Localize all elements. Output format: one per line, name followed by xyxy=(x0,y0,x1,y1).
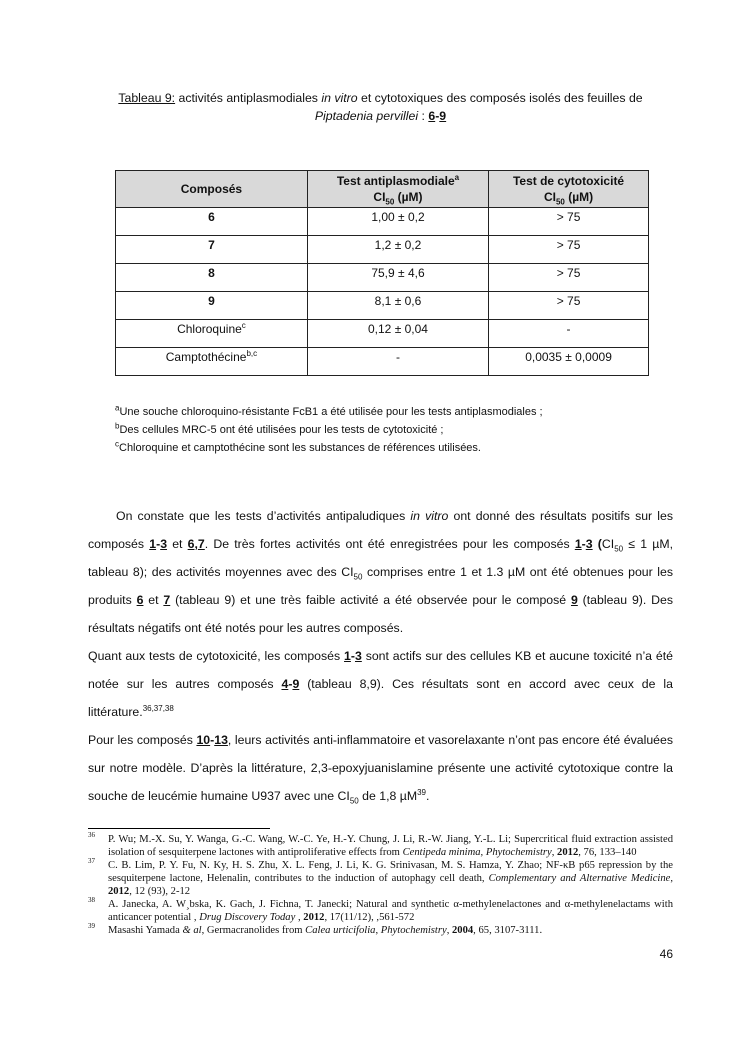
cell-compound xyxy=(116,208,308,236)
text-run: Calea urticifolia xyxy=(305,925,376,936)
text-run: On constate que les tests d’activités antipaludiques xyxy=(116,509,411,523)
paragraph xyxy=(88,726,673,810)
header-unit: (µM) xyxy=(394,190,423,204)
text-run: , xyxy=(670,873,673,884)
note-mark: c xyxy=(115,439,119,449)
cell-cytotoxicity: > 75 xyxy=(489,292,649,320)
text-run: CI xyxy=(601,537,615,551)
text-run: - xyxy=(581,537,586,551)
cell-antiplasmodial: 0,12 ± 0,04 xyxy=(307,320,488,348)
table-note xyxy=(115,421,543,439)
text-run: - xyxy=(288,677,293,691)
cell-compound xyxy=(116,264,308,292)
compound-ref: 1 xyxy=(574,537,582,551)
text-run: 2012 xyxy=(108,886,130,897)
table-caption xyxy=(88,89,673,125)
compound-ref: 3 xyxy=(354,649,362,663)
text-run: 50 xyxy=(614,544,624,554)
table-row xyxy=(116,292,649,320)
compound-ref: 4 xyxy=(281,677,289,691)
cell-antiplasmodial: 75,9 ± 4,6 xyxy=(307,264,488,292)
text-run: 50 xyxy=(353,572,363,582)
caption-text: et cytotoxiques des composés isolés des feuilles de xyxy=(357,91,643,105)
text-run: , xyxy=(295,912,304,923)
table-note xyxy=(115,439,543,457)
text-run: & al xyxy=(182,925,202,936)
header-antiplasmodial xyxy=(307,171,488,208)
header-sub: 50 xyxy=(385,197,395,207)
text-run: , 76, 133–140 xyxy=(578,847,637,858)
table-notes xyxy=(115,403,543,457)
compound-ref: 6 xyxy=(428,109,436,123)
text-run: de 1,8 µM xyxy=(358,789,418,803)
cell-antiplasmodial: 8,1 ± 0,6 xyxy=(307,292,488,320)
text-run: ≤ 1 µM, tableau 8); des activités moyennes avec des CI xyxy=(88,537,673,579)
compound-ref: 9 xyxy=(570,593,578,607)
text-run: , xyxy=(194,537,198,551)
table-note xyxy=(115,403,543,421)
compound-ref: 7 xyxy=(163,593,171,607)
text-run: . De très fortes activités ont été enregistrées pour les composés xyxy=(204,537,575,551)
header-label: Test antiplasmodiale xyxy=(336,174,455,188)
compound-name: Chloroquine xyxy=(177,322,242,336)
cell-cytotoxicity: > 75 xyxy=(489,208,649,236)
compound-ref: 6 xyxy=(136,593,144,607)
paragraph xyxy=(88,502,673,642)
caption-species: Piptadenia pervillei xyxy=(314,109,419,123)
reference-mark: 39 xyxy=(417,787,426,797)
compound-ref: 3 xyxy=(160,537,168,551)
text-run: ont donné des résultats positifs sur les composés xyxy=(88,509,674,551)
caption-label: Tableau 9: xyxy=(118,91,176,105)
text-run: , xyxy=(551,847,558,858)
text-run: - xyxy=(350,649,355,663)
cell-cytotoxicity: > 75 xyxy=(489,236,649,264)
compound-ref: 1 xyxy=(149,537,157,551)
footnote: $^{37}$ C. B. Lim, P. Y. Fu, N. Ky, H. S. Zhu, X. L. Feng, J. Li, K. G. Srinivasan, M. S. Hamza, Y. Zhao; NF-κB p65 repression by the sesquiterpene lactone, Helenalin, contributes to the induction of autophagy cell death, Complementary and Alternative Medicine, 2012, 12 (93), 2-12 xyxy=(88,857,673,897)
compound-ref: 10 xyxy=(196,733,211,747)
compound-ref: 9 xyxy=(292,677,300,691)
text-run: ( xyxy=(592,537,602,551)
header-label: Composés xyxy=(180,182,243,196)
text-run: - xyxy=(210,733,215,747)
text-run: 2012 xyxy=(303,912,325,923)
compound-ref: 3 xyxy=(585,537,593,551)
header-sup: a xyxy=(454,173,460,182)
cell-cytotoxicity: 0,0035 ± 0,0009 xyxy=(489,348,649,376)
footnote: $^{39}$ Masashi Yamada & al, Germacranolides from Calea urticifolia, Phytochemistry, 2004, 65, 3107-3111. xyxy=(88,922,543,936)
text-run: et xyxy=(167,537,188,551)
note-text: Une souche chloroquino-résistante FcB1 a été utilisée pour les tests antiplasmodiales ; xyxy=(119,406,543,418)
text-run: Phytochemistry xyxy=(380,925,447,936)
footnote-separator xyxy=(88,828,270,829)
text-run: 50 xyxy=(349,796,359,806)
paragraph xyxy=(88,642,673,726)
cell-antiplasmodial: 1,2 ± 0,2 xyxy=(307,236,488,264)
header-label: Test de cytotoxicité xyxy=(512,174,625,188)
text-run: Quant aux tests de cytotoxicité, les composés xyxy=(88,649,345,663)
caption-text: : xyxy=(418,109,429,123)
cell-antiplasmodial: - xyxy=(307,348,488,376)
text-run: 2004 xyxy=(451,925,474,936)
text-run: sont actifs sur des cellules KB et aucune toxicité n’a été notée sur les autres composés xyxy=(88,649,673,691)
note-text: Chloroquine et camptothécine sont les substances de références utilisées. xyxy=(119,442,481,454)
header-sub: 50 xyxy=(555,197,565,207)
caption-dash: - xyxy=(435,109,440,123)
compound-name: 9 xyxy=(208,294,215,308)
note-mark: a xyxy=(115,403,120,413)
table-row xyxy=(116,236,649,264)
header-label: CI xyxy=(373,190,386,204)
cell-compound xyxy=(116,348,308,376)
results-table xyxy=(115,170,649,376)
cell-cytotoxicity: > 75 xyxy=(489,264,649,292)
compound-name: 6 xyxy=(208,210,215,224)
text-run: (tableau 8,9). Ces résultats sont en accord avec ceux de la littérature. xyxy=(88,677,673,719)
body-text xyxy=(88,502,673,810)
text-run: , 17(11/12), ,561-572 xyxy=(324,912,415,923)
note-mark: b xyxy=(115,421,120,431)
text-run: . xyxy=(426,789,430,803)
text-run: - xyxy=(156,537,161,551)
text-run: Centipeda minima, Phytochemistry xyxy=(402,847,552,858)
text-run: , Germacranolides from xyxy=(201,925,306,936)
text-run: (tableau 9). Des résultats négatifs ont été notés pour les autres composés. xyxy=(88,593,674,635)
cell-compound xyxy=(116,292,308,320)
header-unit: (µM) xyxy=(564,190,594,204)
text-run: , xyxy=(446,925,452,936)
text-run: Pour les composés xyxy=(88,733,197,747)
compound-ref: 7 xyxy=(197,537,205,551)
footnotes xyxy=(88,833,673,937)
compound-name: 7 xyxy=(208,238,215,252)
cell-compound xyxy=(116,236,308,264)
header-label: CI xyxy=(543,190,556,204)
caption-italic: in vitro xyxy=(321,91,358,105)
note-text: Des cellules MRC-5 ont été utilisées pour les tests de cytotoxicité ; xyxy=(119,424,444,436)
text-run: in vitro xyxy=(410,509,449,523)
footnote: $^{38}$ A. Janecka, A. W¸bska, K. Gach, J. Fichna, T. Janecki; Natural and synthetic α-methylenelactones and α-methylenelactams with anticancer potential , Drug Discovery Today , 2012, 17(11/12), ,561-572 xyxy=(88,896,673,923)
cell-antiplasmodial: 1,00 ± 0,2 xyxy=(307,208,488,236)
compound-sup: c xyxy=(241,321,246,330)
compound-name: 8 xyxy=(208,266,215,280)
header-compounds xyxy=(116,171,308,208)
text-run: A. Janecka, A. W¸bska, K. Gach, J. Fichna, T. Janecki; Natural and synthetic α-methylenelactones and α-methylenelactams with anticancer potential , xyxy=(108,899,673,923)
text-run: , leurs activités anti-inflammatoire et vasorelaxante n’ont pas encore été évaluées sur notre modèle. D’après la littérature, 2,3-epoxyjuanislamine présente une activité cytotoxique contre la souche de leucémie humaine U937 avec une CI xyxy=(88,733,673,803)
table-row xyxy=(116,320,649,348)
text-run: C. B. Lim, P. Y. Fu, N. Ky, H. S. Zhu, X. L. Feng, J. Li, K. G. Srinivasan, M. S. Hamza, Y. Zhao; NF-κB p65 repression by the sesquiterpene lactone, Helenalin, contributes to the induction of autophagy cell death, xyxy=(108,860,673,884)
compound-ref: 13 xyxy=(214,733,228,747)
text-run: 2012 xyxy=(557,847,579,858)
compound-sup: b,c xyxy=(246,349,258,358)
compound-name: Camptothécine xyxy=(165,350,247,364)
text-run: Drug Discovery Today xyxy=(199,912,296,923)
footnote: $^{36}$ P. Wu; M.-X. Su, Y. Wanga, G.-C. Wang, W.-C. Ye, H.-Y. Chung, J. Li, R.-W. Jiang, Y.-L. Li; Supercritical fluid extraction assisted isolation of sesquiterpene lactones with antiproliferative effects from Centipeda minima, Phytochemistry, 2012, 76, 133–140 xyxy=(88,831,673,858)
text-run: P. Wu; M.-X. Su, Y. Wanga, G.-C. Wang, W.-C. Ye, H.-Y. Chung, J. Li, R.-W. Jiang, Y.-L. Li; Supercritical fluid extraction assisted isolation of sesquiterpene lactones with antiproliferative effects from xyxy=(108,834,673,858)
compound-ref: 1 xyxy=(344,649,351,663)
text-run: Masashi Yamada xyxy=(108,925,183,936)
text-run: , 65, 3107-3111. xyxy=(473,925,543,936)
compound-ref: 9 xyxy=(439,109,447,123)
text-run: , 12 (93), 2-12 xyxy=(129,886,191,897)
text-run: , xyxy=(375,925,381,936)
table-row xyxy=(116,208,649,236)
table-row xyxy=(116,264,649,292)
compound-ref: 6 xyxy=(187,537,195,551)
header-cytotoxicity xyxy=(489,171,649,208)
table-header-row xyxy=(116,171,649,208)
caption-text: activités antiplasmodiales xyxy=(175,91,322,105)
table-row xyxy=(116,348,649,376)
cell-cytotoxicity: - xyxy=(489,320,649,348)
page-number: 46 xyxy=(659,947,673,961)
cell-compound xyxy=(116,320,308,348)
text-run: Complementary and Alternative Medicine xyxy=(488,873,671,884)
reference-mark: 36,37,38 xyxy=(142,703,174,713)
text-run: et xyxy=(143,593,164,607)
text-run: comprises entre 1 et 1.3 µM ont été obtenues pour les produits xyxy=(88,565,673,607)
text-run: (tableau 9) et une très faible activité a été observée pour le composé xyxy=(170,593,571,607)
